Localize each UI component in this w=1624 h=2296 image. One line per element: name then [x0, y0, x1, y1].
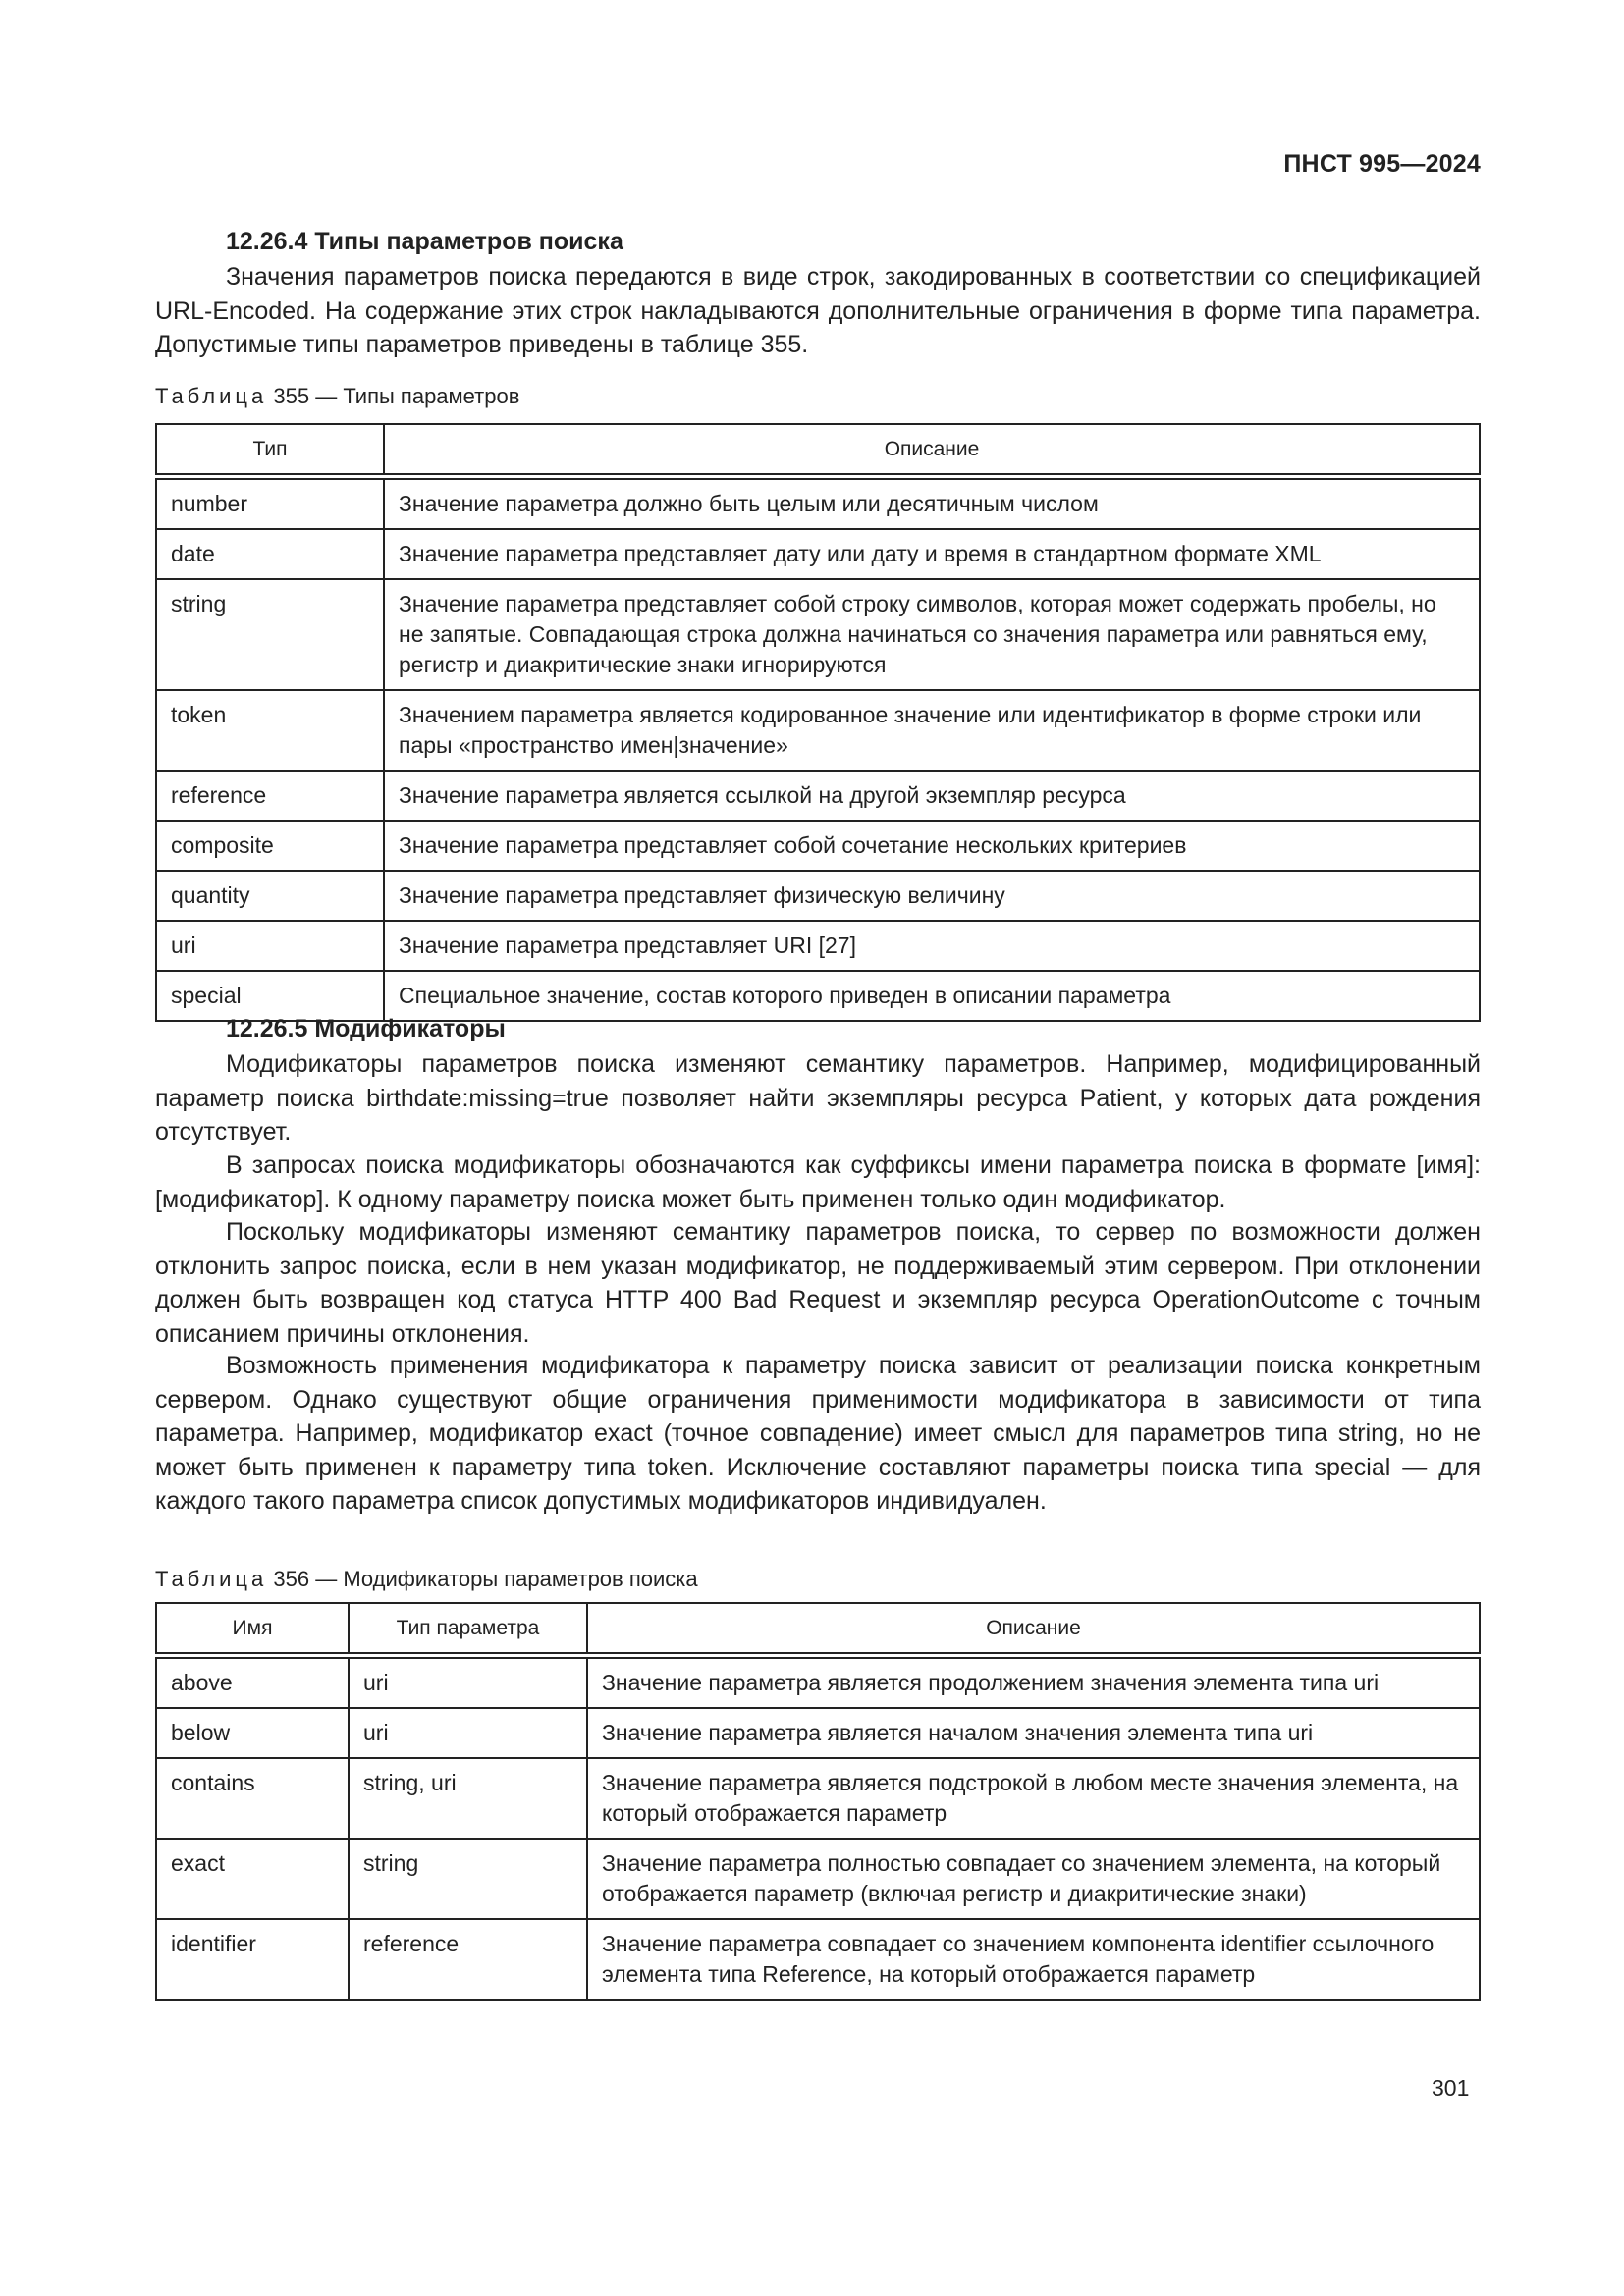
cell-name: identifier: [156, 1919, 349, 2000]
caption-text: 356 — Модификаторы параметров поиска: [273, 1567, 698, 1591]
table-row: [156, 579, 1480, 690]
table-row: [156, 690, 1480, 771]
table-row: [156, 871, 1480, 921]
page-number: 301: [1432, 2075, 1470, 2101]
table-row: [156, 1919, 1480, 2000]
table-row: [156, 1656, 1480, 1709]
paragraph-text: Поскольку модификаторы изменяют семантику параметров поиска, то сервер по возможности должен отклонить запрос поиска, если в нем указан модификатор, не поддерживаемый этим сервером. При отклонении должен быть возвращен код статуса HTTP 400 Bad Request и экземпляр ресурса OperationOutcome с точным описанием причины отклонения.: [155, 1218, 1481, 1348]
table-caption-356: [155, 1567, 698, 1592]
table-row: [156, 477, 1480, 530]
cell-description: Значение параметра является началом значения элемента типа uri: [587, 1708, 1480, 1758]
table-356: [155, 1602, 1481, 2001]
caption-prefix: Таблица: [155, 384, 268, 408]
cell-type: special: [156, 971, 384, 1021]
caption-text: 355 — Типы параметров: [273, 384, 520, 408]
cell-description: Значение параметра должно быть целым или десятичным числом: [384, 477, 1480, 530]
paragraph: [155, 1349, 1481, 1519]
table-row: [156, 1708, 1480, 1758]
caption-prefix: Таблица: [155, 1567, 268, 1591]
section-heading-12-26-4: 12.26.4 Типы параметров поиска: [226, 228, 623, 255]
table-row: [156, 921, 1480, 971]
cell-description: Значение параметра представляет физическую величину: [384, 871, 1480, 921]
column-header: Тип: [156, 424, 384, 477]
paragraph-text: Значения параметров поиска передаются в виде строк, закодированных в соответствии со спецификацией URL-Encoded. На содержание этих строк накладываются дополнительные ограничения в форме типа параметра. Допустимые типы параметров приведены в таблице 355.: [155, 263, 1481, 358]
cell-type: uri: [156, 921, 384, 971]
cell-name: exact: [156, 1839, 349, 1919]
cell-type: string: [156, 579, 384, 690]
paragraph-text: Модификаторы параметров поиска изменяют семантику параметров. Например, модифицированный параметр поиска birthdate:missing=true позволяет найти экземпляры ресурса Patient, у которых дата рождения отсутствует.: [155, 1050, 1481, 1146]
cell-param-type: string, uri: [349, 1758, 587, 1839]
cell-description: Значение параметра представляет URI [27]: [384, 921, 1480, 971]
table-row: [156, 771, 1480, 821]
paragraph-text: Возможность применения модификатора к параметру поиска зависит от реализации поиска конкретным сервером. Однако существуют общие ограничения применимости модификатора в зависимости от типа параметра. Например, модификатор exact (точное совпадение) имеет смысл для параметров типа string, но не может быть применен к параметру типа token. Исключение составляют параметры поиска типа special — для каждого такого параметра список допустимых модификаторов индивидуален.: [155, 1352, 1481, 1515]
section-heading-12-26-5: 12.26.5 Модификаторы: [226, 1015, 506, 1042]
cell-param-type: reference: [349, 1919, 587, 2000]
cell-name: above: [156, 1656, 349, 1709]
column-header: Имя: [156, 1603, 349, 1656]
cell-description: Значение параметра является продолжением значения элемента типа uri: [587, 1656, 1480, 1709]
table-caption-355: [155, 384, 519, 409]
table-355: [155, 423, 1481, 1022]
cell-description: Значение параметра является ссылкой на другой экземпляр ресурса: [384, 771, 1480, 821]
cell-description: Значение параметра представляет собой сочетание нескольких критериев: [384, 821, 1480, 871]
table-row: [156, 1839, 1480, 1919]
table-row: [156, 821, 1480, 871]
paragraph: [155, 1148, 1481, 1216]
document-code: ПНСТ 995—2024: [1283, 150, 1481, 178]
cell-type: token: [156, 690, 384, 771]
table-header-row: [156, 1603, 1480, 1656]
cell-name: contains: [156, 1758, 349, 1839]
cell-param-type: uri: [349, 1656, 587, 1709]
table-header-row: [156, 424, 1480, 477]
paragraph-text: В запросах поиска модификаторы обозначаются как суффиксы имени параметра поиска в формате [имя]:[модификатор]. К одному параметру поиска может быть применен только один модификатор.: [155, 1151, 1481, 1213]
paragraph: [155, 1215, 1481, 1351]
cell-description: Значением параметра является кодированное значение или идентификатор в форме строки или пары «пространство имен|значение»: [384, 690, 1480, 771]
column-header: Описание: [587, 1603, 1480, 1656]
table-row: [156, 1758, 1480, 1839]
table-row: [156, 529, 1480, 579]
paragraph: [155, 260, 1481, 362]
cell-description: Значение параметра является подстрокой в любом месте значения элемента, на который отображается параметр: [587, 1758, 1480, 1839]
cell-param-type: string: [349, 1839, 587, 1919]
cell-description: Значение параметра совпадает со значением компонента identifier ссылочного элемента типа Reference, на который отображается параметр: [587, 1919, 1480, 2000]
cell-description: Значение параметра полностью совпадает со значением элемента, на который отображается параметр (включая регистр и диакритические знаки): [587, 1839, 1480, 1919]
cell-description: Специальное значение, состав которого приведен в описании параметра: [384, 971, 1480, 1021]
cell-type: composite: [156, 821, 384, 871]
cell-type: quantity: [156, 871, 384, 921]
column-header: Описание: [384, 424, 1480, 477]
table-row: [156, 971, 1480, 1021]
cell-name: below: [156, 1708, 349, 1758]
cell-description: Значение параметра представляет дату или дату и время в стандартном формате XML: [384, 529, 1480, 579]
cell-description: Значение параметра представляет собой строку символов, которая может содержать пробелы, но не запятые. Совпадающая строка должна начинаться со значения параметра или равняться ему, регистр и диакритические знаки игнорируются: [384, 579, 1480, 690]
column-header: Тип параметра: [349, 1603, 587, 1656]
cell-type: reference: [156, 771, 384, 821]
cell-type: date: [156, 529, 384, 579]
cell-param-type: uri: [349, 1708, 587, 1758]
paragraph: [155, 1047, 1481, 1149]
cell-type: number: [156, 477, 384, 530]
